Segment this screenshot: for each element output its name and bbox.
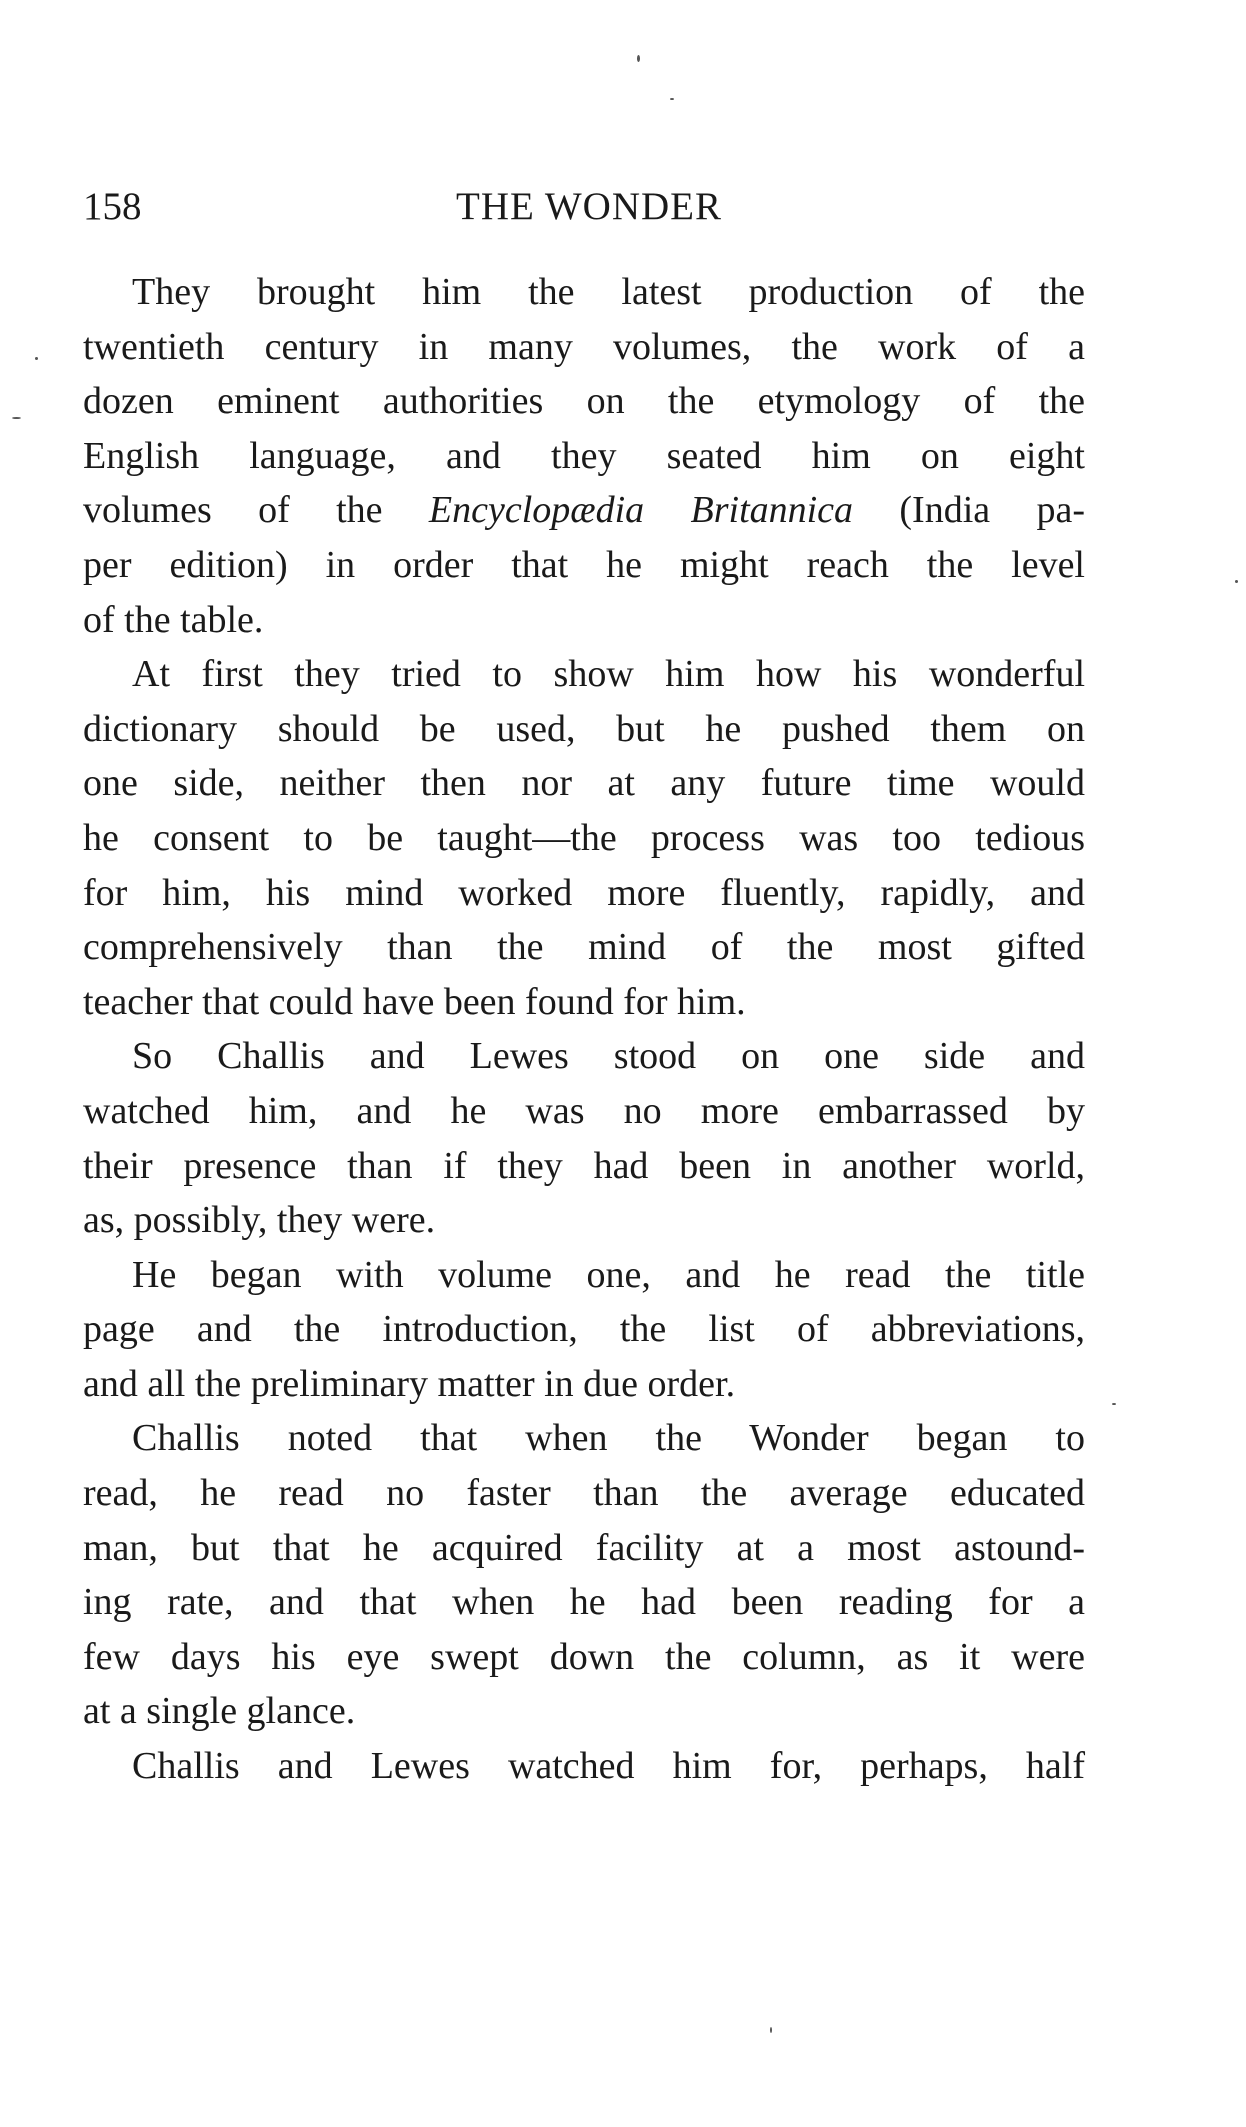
scan-speck	[35, 357, 38, 360]
scan-speck	[12, 417, 21, 419]
scan-speck	[1235, 580, 1238, 583]
text-line: one side, neither then nor at any future time would	[83, 762, 1085, 805]
text-line: page and the introduction, the list of abbreviations,	[83, 1308, 1085, 1351]
text-line: At first they tried to show him how his wonderful	[132, 653, 1085, 696]
text-line: dozen eminent authorities on the etymology of the	[83, 380, 1085, 423]
paragraph	[83, 265, 1085, 647]
text-line: he consent to be taught—the process was too tedious	[83, 816, 1085, 859]
scan-speck	[770, 2027, 772, 2033]
text-line: man, but that he acquired facility at a most astound-	[83, 1526, 1085, 1569]
text-line: their presence than if they had been in another world,	[83, 1144, 1085, 1187]
scan-speck	[1112, 1403, 1116, 1405]
page-header	[83, 182, 1095, 232]
text-line: per edition) in order that he might reach the level	[83, 543, 1085, 586]
scan-speck	[670, 98, 674, 100]
text-line: as, possibly, they were.	[83, 1199, 436, 1242]
text-line: volumes of the Encyclopædia Britannica (India pa-	[83, 489, 1085, 532]
text-line: comprehensively than the mind of the most gifted	[83, 926, 1085, 969]
running-title: THE WONDER	[456, 185, 722, 228]
paragraph	[83, 647, 1085, 1029]
text-line: and all the preliminary matter in due order.	[83, 1362, 736, 1405]
text-line: English language, and they seated him on eight	[83, 434, 1085, 477]
text-line: Challis and Lewes watched him for, perhaps, half	[132, 1745, 1085, 1788]
scan-speck	[637, 55, 640, 62]
text-line: He began with volume one, and he read the title	[132, 1253, 1085, 1296]
body-text	[83, 265, 1085, 1794]
paragraph	[83, 1248, 1085, 1412]
text-line: twentieth century in many volumes, the work of a	[83, 325, 1085, 368]
paragraph	[83, 1029, 1085, 1247]
text-line: ing rate, and that when he had been reading for a	[83, 1581, 1085, 1624]
text-line: They brought him the latest production of the	[132, 271, 1085, 313]
text-line: watched him, and he was no more embarrassed by	[83, 1089, 1085, 1132]
text-line: read, he read no faster than the average educated	[83, 1472, 1085, 1515]
text-line: Challis noted that when the Wonder began to	[132, 1417, 1085, 1460]
text-line: of the table.	[83, 598, 264, 641]
text-line: for him, his mind worked more fluently, rapidly, and	[83, 871, 1085, 914]
text-line: few days his eye swept down the column, as it were	[83, 1635, 1085, 1678]
paragraph	[83, 1739, 1085, 1794]
italic-title: Encyclopædia Britannica	[428, 489, 854, 532]
text-line: So Challis and Lewes stood on one side and	[132, 1035, 1085, 1078]
text-line: teacher that could have been found for him.	[83, 980, 746, 1023]
page-number: 158	[83, 185, 142, 228]
text-line: dictionary should be used, but he pushed them on	[83, 707, 1085, 750]
paragraph	[83, 1411, 1085, 1739]
text-line: at a single glance.	[83, 1690, 356, 1733]
